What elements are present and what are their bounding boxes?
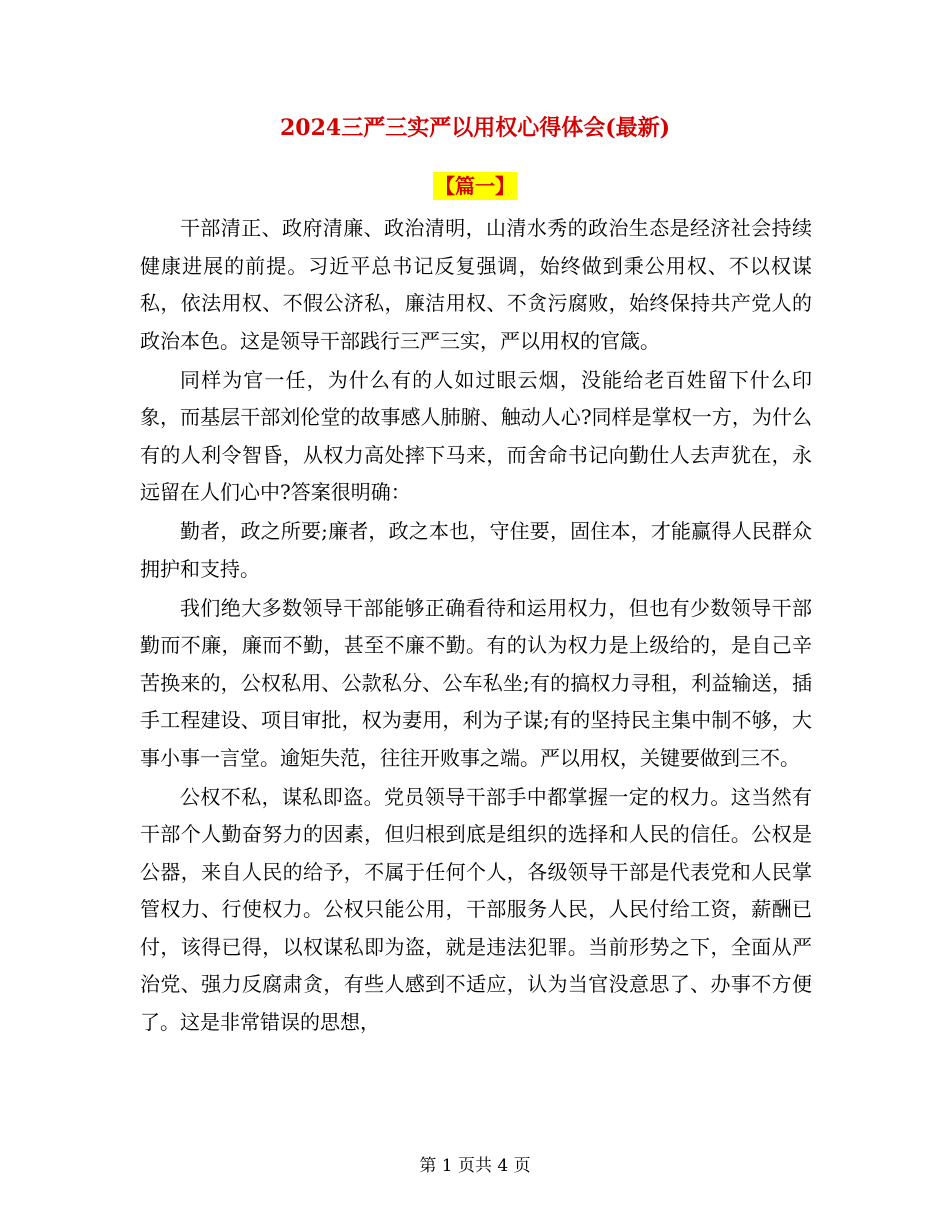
page-number-footer: 第 1 页共 4 页 xyxy=(419,1156,531,1176)
paragraph: 我们绝大多数领导干部能够正确看待和运用权力，但也有少数领导干部勤而不廉，廉而不勤，甚至不廉不勤。有的认为权力是上级给的，是自己辛苦换来的，公权私用、公款私分、公车私坐;有的搞权力寻租，利益输送，插手工程建设、项目审批，权为妻用，利为子谋;有的坚持民主集中制不够，大事小事一言堂。逾矩失范，往往开败事之端。严以用权，关键要做到三不。 xyxy=(140,595,812,770)
paragraph: 公权不私，谋私即盗。党员领导干部手中都掌握一定的权力。这当然有干部个人勤奋努力的因素，但归根到底是组织的选择和人民的信任。公权是公器，来自人民的给予，不属于任何个人，各级领导干部是代表党和人民掌管权力、行使权力。公权只能公用，干部服务人民，人民付给工资，薪酬已付，该得已得，以权谋私即为盗，就是违法犯罪。当前形势之下，全面从严治党、强力反腐肃贪，有些人感到不适应，认为当官没意思了、办事不方便了。这是非常错误的思想， xyxy=(140,784,812,1034)
paragraph: 同样为官一任，为什么有的人如过眼云烟，没能给老百姓留下什么印象，而基层干部刘伦堂的故事感人肺腑、触动人心?同样是掌权一方，为什么有的人利令智昏，从权力高处摔下马来，而舍命书记向勤仕人去声犹在，永远留在人们心中?答案很明确： xyxy=(140,367,812,505)
paragraph: 干部清正、政府清廉、政治清明，山清水秀的政治生态是经济社会持续健康进展的前提。习近平总书记反复强调，始终做到秉公用权、不以权谋私，依法用权、不假公济私，廉洁用权、不贪污腐败，始终保持共产党人的政治本色。这是领导干部践行三严三实，严以用权的官箴。 xyxy=(140,216,812,353)
paragraph: 勤者，政之所要;廉者，政之本也，守住要，固住本，才能赢得人民群众拥护和支持。 xyxy=(140,519,812,581)
section-heading-container xyxy=(0,172,950,200)
document-title: 2024三严三实严以用权心得体会(最新) xyxy=(279,115,671,141)
section-heading: 【篇一】 xyxy=(435,174,515,198)
document-body xyxy=(140,210,812,1043)
